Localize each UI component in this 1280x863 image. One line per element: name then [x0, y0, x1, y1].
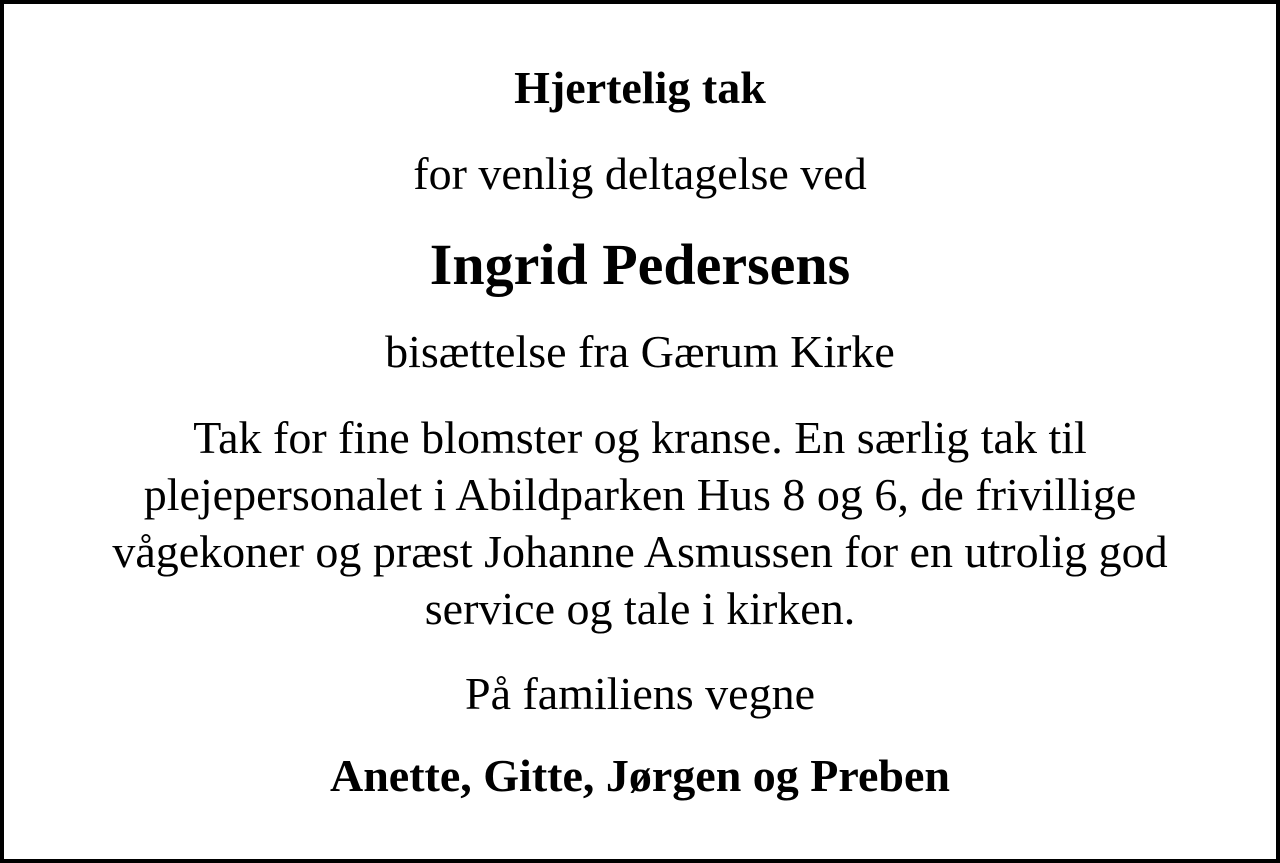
signers: Anette, Gitte, Jørgen og Preben	[330, 750, 950, 801]
thank-you-message	[24, 409, 1256, 637]
service-venue: bisættelse fra Gærum Kirke	[385, 326, 895, 377]
notice-intro: for venlig deltagelse ved	[413, 148, 867, 199]
message-line: plejepersonalet i Abildparken Hus 8 og 6, de frivillige	[143, 469, 1137, 520]
closing-text: På familiens vegne	[464, 668, 815, 719]
deceased-name: Ingrid Pedersens	[429, 232, 851, 297]
message-line: vågekoner og præst Johanne Asmussen for en utrolig god	[112, 526, 1168, 577]
message-line: Tak for fine blomster og kranse. En særlig tak til	[193, 412, 1087, 463]
notice-heading: Hjertelig tak	[514, 62, 766, 113]
message-line: service og tale i kirken.	[424, 583, 856, 634]
